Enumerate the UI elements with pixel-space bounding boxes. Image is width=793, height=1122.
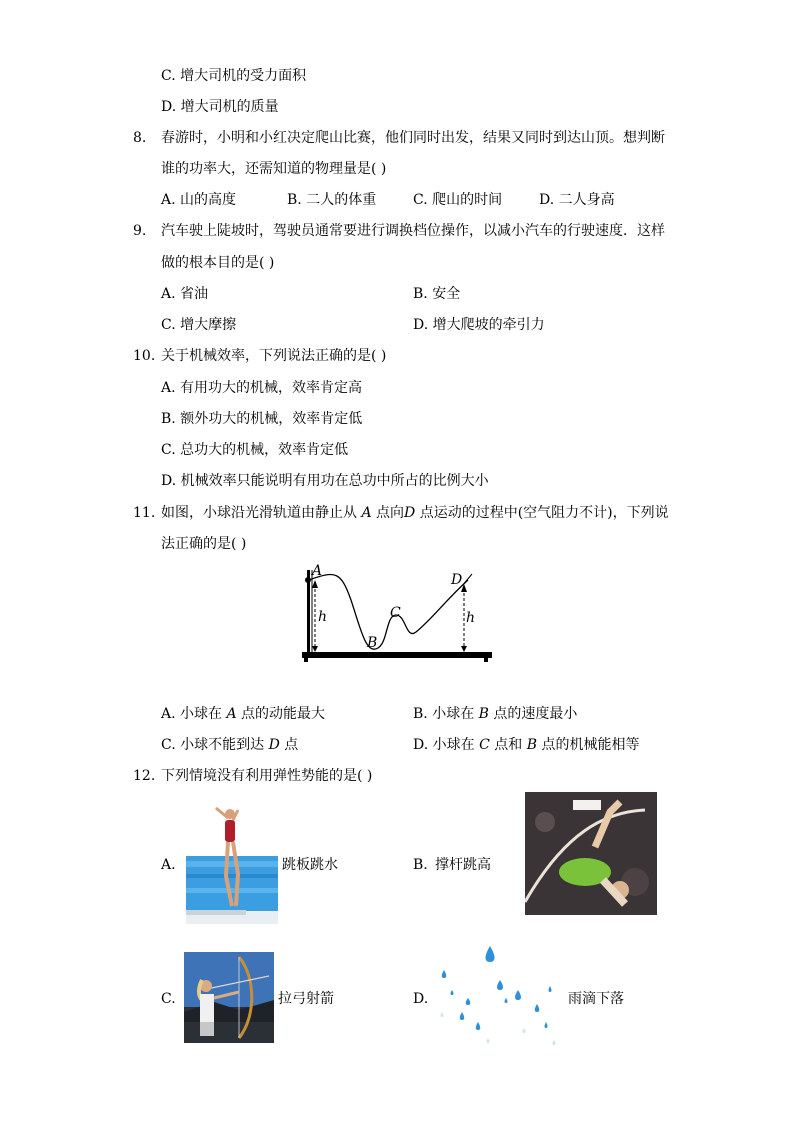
q8-option-b: B. 二人的体重 — [287, 192, 377, 208]
q11-option-d: D. 小球在 C 点和 B 点的机械能相等 — [413, 737, 640, 753]
figure-label-h-right: h — [466, 610, 476, 626]
q8-option-c: C. 爬山的时间 — [413, 192, 503, 208]
q9-option-d: D. 增大爬坡的牵引力 — [413, 317, 545, 333]
q8-option-a: A. 山的高度 — [161, 192, 237, 208]
figure-label-h-left: h — [318, 609, 328, 625]
q12-stem: 下列情境没有利用弹性势能的是( ) — [161, 768, 373, 784]
q8-number: 8. — [133, 130, 147, 146]
q11-option-b: B. 小球在 B 点的速度最小 — [413, 706, 578, 722]
q7-option-c: C. 增大司机的受力面积 — [161, 68, 307, 84]
q12-option-a-letter: A. — [161, 857, 176, 873]
pole-vault-image — [525, 792, 657, 915]
q9-stem-line1: 汽车驶上陡坡时，驾驶员通常要进行调换档位操作，以减小汽车的行驶速度．这样 — [161, 223, 665, 239]
figure-label-b: B — [367, 635, 378, 651]
q10-stem: 关于机械效率，下列说法正确的是( ) — [161, 348, 387, 364]
q9-stem-line2: 做的根本目的是( ) — [161, 255, 275, 271]
figure-label-d: D — [451, 572, 463, 588]
archery-image — [184, 952, 274, 1043]
figure-label-c: C — [390, 605, 401, 621]
q8-stem-line1: 春游时，小明和小红决定爬山比赛，他们同时出发，结果又同时到达山顶。想判断 — [161, 130, 665, 146]
q10-option-a: A. 有用功大的机械，效率肯定高 — [161, 380, 363, 396]
q9-option-b: B. 安全 — [413, 286, 461, 302]
q9-option-a: A. 省油 — [161, 286, 209, 302]
q12-option-b-text: 撑杆跳高 — [435, 857, 491, 873]
track-curve — [309, 575, 468, 650]
q8-option-d: D. 二人身高 — [539, 192, 615, 208]
q8-stem-line2: 谁的功率大，还需知道的物理量是( ) — [161, 161, 387, 177]
q9-number: 9. — [133, 223, 147, 239]
q10-option-c: C. 总功大的机械，效率肯定低 — [161, 442, 349, 458]
q12-option-c-text: 拉弓射箭 — [278, 991, 334, 1007]
q12-option-a-text: 跳板跳水 — [282, 857, 338, 873]
q11-stem-line2: 法正确的是( ) — [161, 536, 247, 552]
q12-option-d-text: 雨滴下落 — [568, 991, 624, 1007]
q10-option-b: B. 额外功大的机械，效率肯定低 — [161, 411, 363, 427]
q11-option-a: A. 小球在 A 点的动能最大 — [161, 706, 326, 722]
diving-image — [186, 806, 278, 924]
q12-number: 12. — [133, 768, 156, 784]
q11-number: 11. — [133, 505, 156, 521]
figure-base — [302, 652, 492, 658]
q11-option-c: C. 小球不能到达 D 点 — [161, 737, 299, 753]
q12-option-d-letter: D. — [413, 991, 429, 1007]
q10-number: 10. — [133, 348, 156, 364]
figure-label-a: A — [312, 563, 323, 579]
q12-option-b-letter: B. — [413, 857, 428, 873]
q7-option-d: D. 增大司机的质量 — [161, 99, 279, 115]
raindrops-image — [432, 942, 560, 1052]
q12-option-c-letter: C. — [161, 991, 176, 1007]
q9-option-c: C. 增大摩擦 — [161, 317, 237, 333]
q10-option-d: D. 机械效率只能说明有用功在总功中所占的比例大小 — [161, 473, 489, 489]
q11-stem-line1: 如图，小球沿光滑轨道由静止从 A 点向D 点运动的过程中(空气阻力不计)，下列说 — [161, 505, 669, 521]
